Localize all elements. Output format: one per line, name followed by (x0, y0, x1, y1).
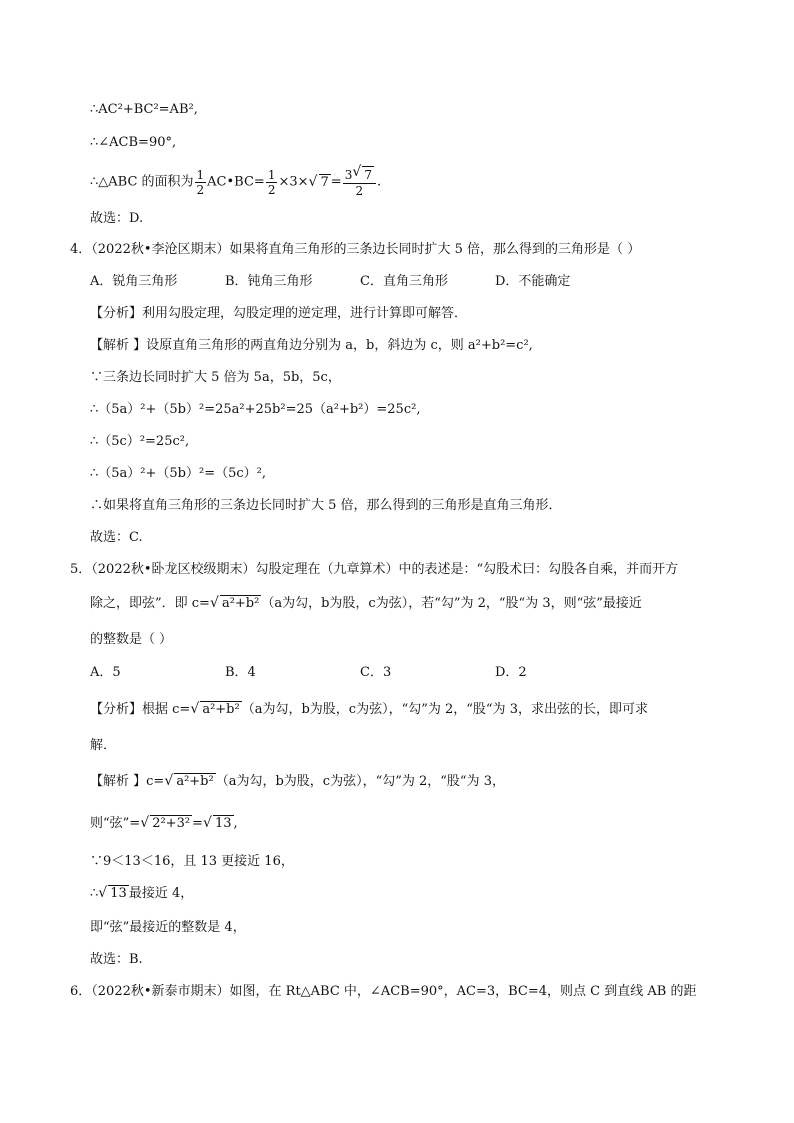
q5-analysis: 【分析】根据 c=√ a²+b² （a为勾，b为股，c为弦），“勾”为 2，“股“为 3，求出弦的长，即可求 (90, 700, 648, 720)
answer-line-q3: 故选：D. (90, 211, 144, 226)
q4-solution-4: ∴（5c）²=25c², (90, 434, 190, 449)
option-a: A．锐角三角形 (90, 274, 178, 289)
question-6: 6．（2022秋•新泰市期末）如图，在 Rt△ABC 中，∠ACB=90°，AC=3，BC=4，则点 C 到直线 AB 的距 (70, 984, 697, 999)
sqrt-7: √ 7 (310, 168, 331, 198)
q4-solution-1: 【解析 】设原直角三角形的两直角边分别为 a，b，斜边为 c，则 a²+b²=c², (90, 338, 533, 353)
question-5-line-2: 除之，即弦”．即 c=√ a²+b² （a为勾，b为股，c为弦），若“勾”为 2，“股“为 3，则“弦”最接近 (90, 594, 642, 614)
q4-analysis: 【分析】利用勾股定理，勾股定理的逆定理，进行计算即可解答． (90, 306, 468, 321)
fraction-half-2: $\frac{1}{2}$ (267, 167, 276, 197)
fraction-result: $\frac{3√ 7}{2}$ (343, 166, 376, 198)
question-5-line-3: 的整数是（ ） (90, 632, 173, 647)
q5-solution-5: 即“弦”最接近的整数是 4， (90, 920, 246, 935)
option-d: D．2 (495, 665, 527, 680)
sqrt-13: √ 13 (204, 814, 234, 834)
fraction-half: $\frac{1}{2}$ (196, 167, 205, 197)
q5-analysis-2: 解． (90, 738, 117, 753)
q4-solution-2: ∵三条边长同时扩大 5 倍为 5a，5b，5c， (90, 370, 341, 385)
question-4-options (90, 272, 630, 292)
proof-line-2: ∴∠ACB=90°, (90, 135, 177, 150)
q5-solution-2: 则“弦”=√ 2²+3² =√ 13 , (90, 814, 238, 834)
q4-answer: 故选：C. (90, 530, 143, 545)
q4-solution-5: ∴（5a）²+（5b）²=（5c）², (90, 466, 266, 481)
proof-line-1: ∴AC²+BC²=AB², (90, 102, 198, 117)
option-d: D．不能确定 (495, 274, 571, 289)
sqrt-ab: √ a²+b² (211, 594, 261, 614)
question-5-line-1: 5．（2022秋•卧龙区校级期末）勾股定理在（九章算术）中的表述是：“勾股术曰：勾股各自乘，并而开方 (70, 562, 679, 577)
option-c: C．直角三角形 (360, 274, 448, 289)
q4-solution-3: ∴（5a）²+（5b）²=25a²+25b²=25（a²+b²）=25c², (90, 402, 421, 417)
option-a: A．5 (90, 665, 121, 680)
question-4: 4．（2022秋•李沧区期末）如果将直角三角形的三条边长同时扩大 5 倍，那么得到的三角形是（ ） (70, 242, 641, 257)
q5-solution-3: ∵9＜13＜16，且 13 更接近 16， (90, 854, 294, 869)
area-formula-line: ∴△ABC 的面积为 $\frac{1}{2}$ AC•BC= $\frac{1}{2}$ ×3×√ 7 = $\frac{3√ 7}{2}$ . (90, 166, 381, 198)
option-b: B．4 (225, 665, 256, 680)
question-5-options (90, 663, 630, 683)
sqrt-nums: √ 2²+3² (141, 814, 192, 834)
q5-solution-1: 【解析 】c=√ a²+b² （a为勾，b为股，c为弦），“勾”为 2，“股“为 3， (90, 772, 505, 792)
q4-solution-6: ∴如果将直角三角形的三条边长同时扩大 5 倍，那么得到的三角形是直角三角形． (90, 498, 562, 513)
q5-solution-4: ∴√ 13 最接近 4， (90, 884, 193, 904)
option-b: B．钝角三角形 (225, 274, 313, 289)
option-c: C．3 (360, 665, 392, 680)
q5-answer: 故选：B. (90, 952, 143, 967)
